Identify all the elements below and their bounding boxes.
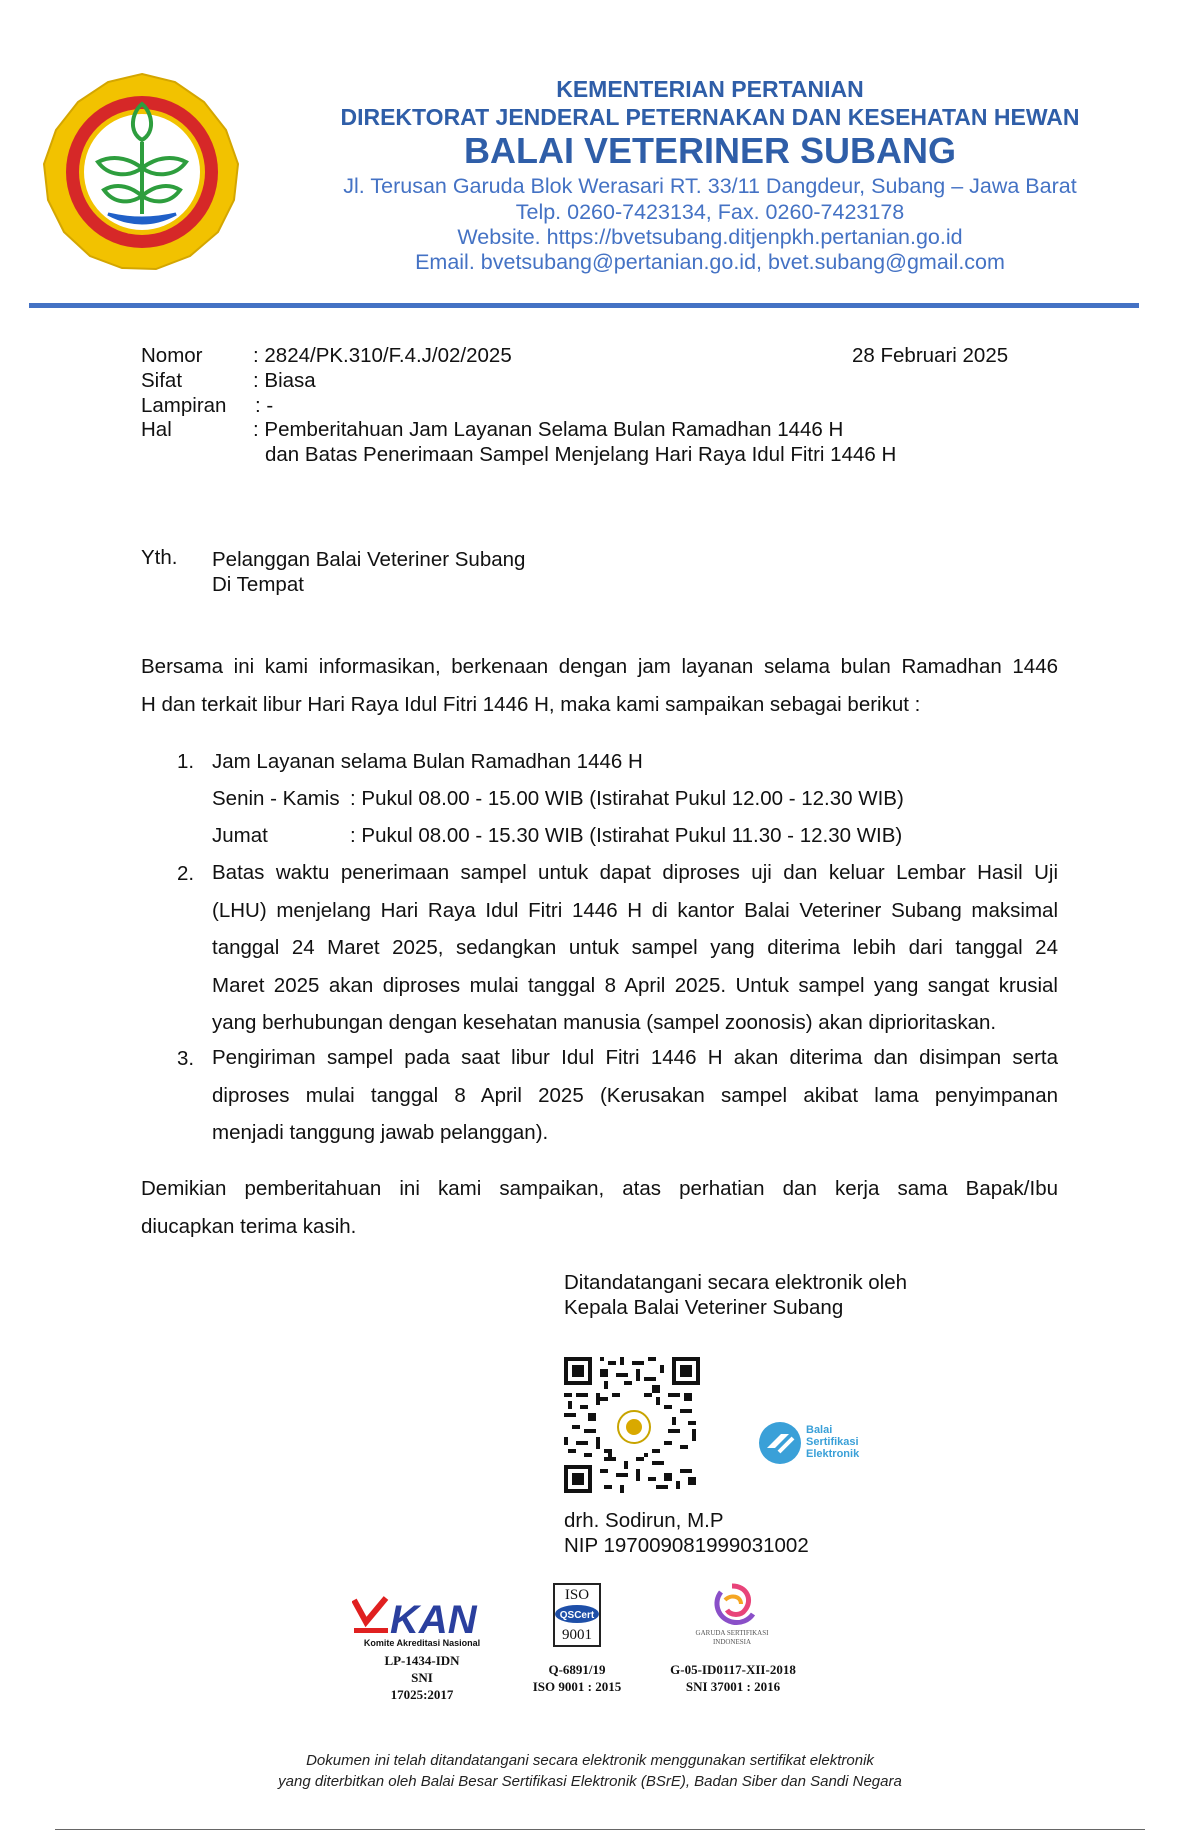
ministry-name: KEMENTERIAN PERTANIAN [556, 76, 864, 102]
bsre-logo-text: Balai Sertifikasi Elektronik [806, 1424, 860, 1460]
hal-value: : Pemberitahuan Jam Layanan Selama Bulan Ramadhan 1446 H [253, 418, 844, 441]
directorate-name: DIREKTORAT JENDERAL PETERNAKAN DAN KESEHATAN HEWAN [340, 104, 1080, 130]
qr-center-emblem [617, 1410, 651, 1444]
paragraph-line: tanggal 24 Maret 2025, sedangkan untuk sampel yang diterima lebih dari tanggal 24 [212, 936, 1058, 959]
garuda-certification: G-05-ID0117-XII-2018 SNI 37001 : 2016 [670, 1662, 796, 1694]
friday-hours: : Pukul 08.00 - 15.30 WIB (Istirahat Pukul 11.30 - 12.30 WIB) [350, 824, 903, 847]
hal-label: Hal [141, 418, 172, 441]
nomor-value: : 2824/PK.310/F.4.J/02/2025 [253, 344, 512, 367]
signatory-nip: NIP 197009081999031002 [564, 1534, 809, 1557]
garuda-logo [707, 1582, 757, 1628]
office-name: BALAI VETERINER SUBANG [463, 130, 957, 171]
recipient-name: Pelanggan Balai Veteriner Subang [212, 548, 526, 571]
recipient-place: Di Tempat [212, 573, 304, 596]
office-website: Website. https://bvetsubang.ditjenpkh.pertanian.go.id [457, 225, 963, 249]
closing-line: Demikian pemberitahuan ini kami sampaikan, atas perhatian dan kerja sama Bapak/Ibu [141, 1177, 1058, 1200]
paragraph-line: diproses mulai tanggal 8 April 2025 (Kerusakan sampel akibat lama penyimpanan [212, 1083, 1058, 1107]
list-number: 3. [177, 1047, 195, 1070]
svg-text:9001: 9001 [562, 1627, 592, 1643]
list-number: 1. [177, 750, 195, 773]
svg-text:KAN: KAN [390, 1598, 477, 1638]
sifat-label: Sifat [141, 369, 183, 392]
lampiran-value: : - [255, 394, 274, 417]
paragraph-line: Pengiriman sampel pada saat libur Idul Fitri 1446 H akan diterima dan disimpan serta [212, 1046, 1058, 1069]
footer-divider [55, 1829, 1145, 1830]
garuda-logo-text: GARUDA SERTIFIKASI INDONESIA [695, 1629, 769, 1646]
esign-footer-line: yang diterbitkan oleh Balai Besar Sertifikasi Elektronik (BSrE), Badan Siber dan Sandi Negara [278, 1773, 902, 1790]
holiday-shipping-paragraph [212, 1039, 1058, 1152]
closing-line: diucapkan terima kasih. [141, 1214, 357, 1238]
iso-certification: Q-6891/19 ISO 9001 : 2015 [532, 1662, 622, 1694]
kan-logo [352, 1596, 492, 1638]
esign-footer-line: Dokumen ini telah ditandatangani secara elektronik menggunakan sertifikat elektronik [306, 1752, 874, 1769]
office-email: Email. bvetsubang@pertanian.go.id, bvet.subang@gmail.com [415, 250, 1005, 274]
closing-paragraph [141, 1170, 1058, 1245]
kan-subtitle: Komite Akreditasi Nasional [363, 1638, 481, 1648]
signatory-name: drh. Sodirun, M.P [564, 1509, 724, 1532]
sample-deadline-paragraph [212, 854, 1058, 1042]
weekday-hours: : Pukul 08.00 - 15.00 WIB (Istirahat Pukul 12.00 - 12.30 WIB) [350, 787, 904, 810]
nomor-label: Nomor [141, 344, 203, 367]
weekday-label: Senin - Kamis [212, 787, 340, 810]
sifat-value: : Biasa [253, 369, 316, 392]
letter-date: 28 Februari 2025 [852, 344, 1009, 367]
paragraph-line: Maret 2025 akan diproses mulai tanggal 8 April 2025. Untuk sampel yang sangat krusial [212, 973, 1058, 997]
iso-qscert-logo [549, 1582, 605, 1648]
office-address: Jl. Terusan Garuda Blok Werasari RT. 33/11 Dangdeur, Subang – Jawa Barat [343, 174, 1077, 198]
svg-text:QSCert: QSCert [559, 1610, 595, 1621]
lampiran-label: Lampiran [141, 394, 227, 417]
svg-text:ISO: ISO [564, 1587, 590, 1603]
office-phone: Telp. 0260-7423134, Fax. 0260-7423178 [515, 200, 905, 224]
recipient-label: Yth. [141, 546, 178, 569]
hal-value-continued: dan Batas Penerimaan Sampel Menjelang Hari Raya Idul Fitri 1446 H [265, 443, 897, 466]
service-hours-title: Jam Layanan selama Bulan Ramadhan 1446 H [212, 750, 643, 773]
signatory-title: Kepala Balai Veteriner Subang [564, 1296, 844, 1319]
paragraph-line: menjadi tanggung jawab pelanggan). [212, 1121, 549, 1144]
paragraph-line: yang berhubungan dengan kesehatan manusia (sampel zoonosis) akan diprioritaskan. [212, 1011, 997, 1034]
ministry-logo [42, 72, 242, 272]
intro-line: H dan terkait libur Hari Raya Idul Fitri 1446 H, maka kami sampaikan sebagai berikut : [141, 692, 921, 716]
paragraph-line: Batas waktu penerimaan sampel untuk dapat diproses uji dan keluar Lembar Hasil Uji [212, 861, 1058, 884]
letterhead-divider [29, 303, 1139, 308]
signature-statement: Ditandatangani secara elektronik oleh [564, 1271, 908, 1294]
friday-label: Jumat [212, 824, 268, 847]
intro-line: Bersama ini kami informasikan, berkenaan dengan jam layanan selama bulan Ramadhan 1446 [141, 655, 1058, 678]
intro-paragraph [141, 648, 1058, 723]
list-number: 2. [177, 862, 195, 885]
kan-accreditation: LP-1434-IDN SNI 17025:2017 [384, 1653, 460, 1702]
paragraph-line: (LHU) menjelang Hari Raya Idul Fitri 1446 H di kantor Balai Veteriner Subang maksimal [212, 898, 1058, 922]
